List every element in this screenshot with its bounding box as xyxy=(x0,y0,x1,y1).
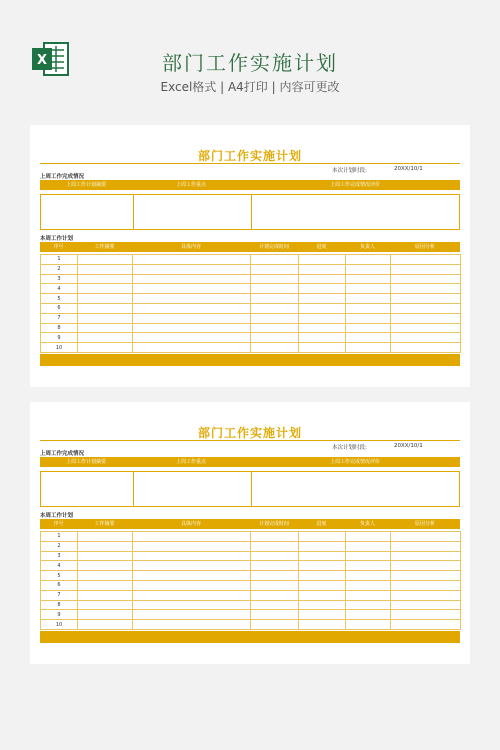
row-number: 8 xyxy=(41,323,78,333)
row-number: 6 xyxy=(41,303,78,313)
page-title: 部门工作实施计划 xyxy=(162,51,338,75)
header-cell: 序号 xyxy=(53,521,64,527)
plan-header xyxy=(40,519,460,529)
date-label: 本次计划时段: xyxy=(332,168,367,174)
table-row[interactable] xyxy=(41,255,461,265)
sheet-title: 部门工作实施计划 xyxy=(197,149,302,163)
row-number: 5 xyxy=(41,294,78,304)
header-cell: 计划完成时间 xyxy=(258,521,289,527)
header-cell: 计划完成时间 xyxy=(258,244,289,250)
row-number: 9 xyxy=(41,610,78,620)
last-week-input-row[interactable] xyxy=(40,471,460,507)
row-number: 4 xyxy=(41,561,78,571)
header-cell: 负责人 xyxy=(359,244,375,250)
row-number: 1 xyxy=(41,255,78,265)
table-row[interactable] xyxy=(41,541,461,551)
this-week-section-label: 本周工作计划 xyxy=(40,236,74,242)
table-row[interactable] xyxy=(41,313,461,323)
divider xyxy=(133,472,134,506)
this-week-section-label: 本周工作计划 xyxy=(40,513,74,519)
header-cell: 具体内容 xyxy=(180,244,201,250)
plan-table xyxy=(40,531,461,630)
table-row[interactable] xyxy=(41,571,461,581)
sheet-preview-2 xyxy=(30,402,470,664)
row-number: 7 xyxy=(41,590,78,600)
row-number: 2 xyxy=(41,541,78,551)
header-cell: 具体内容 xyxy=(180,521,201,527)
row-number: 5 xyxy=(41,571,78,581)
header-cell: 上周工作重点 xyxy=(175,182,206,188)
header-cell: 工作摘要 xyxy=(94,244,115,250)
row-number: 2 xyxy=(41,264,78,274)
row-number: 6 xyxy=(41,580,78,590)
table-row[interactable] xyxy=(41,274,461,284)
date-label: 本次计划时段: xyxy=(332,445,367,451)
header-cell: 进度 xyxy=(316,244,327,250)
header-cell: 上周工作完成情况评价 xyxy=(329,182,380,188)
header-cell: 上周工作计划摘要 xyxy=(65,182,106,188)
table-row[interactable] xyxy=(41,620,461,630)
last-week-header xyxy=(40,180,460,190)
sheet-title: 部门工作实施计划 xyxy=(197,426,302,440)
date-row xyxy=(40,165,460,175)
row-number: 3 xyxy=(41,274,78,284)
last-week-input-row[interactable] xyxy=(40,194,460,230)
footer-bar xyxy=(40,631,460,643)
row-number: 1 xyxy=(41,532,78,542)
table-row[interactable] xyxy=(41,294,461,304)
header-cell: 上周工作重点 xyxy=(175,459,206,465)
last-week-section-label: 上周工作完成情况 xyxy=(40,174,85,180)
last-week-header xyxy=(40,457,460,467)
plan-header xyxy=(40,242,460,252)
plan-table xyxy=(40,254,461,353)
header-cell: 上周工作计划摘要 xyxy=(65,459,106,465)
table-row[interactable] xyxy=(41,303,461,313)
table-row[interactable] xyxy=(41,600,461,610)
header-cell: 上周工作完成情况评价 xyxy=(329,459,380,465)
header-cell: 工作摘要 xyxy=(94,521,115,527)
divider xyxy=(133,195,134,229)
footer-bar xyxy=(40,354,460,366)
row-number: 3 xyxy=(41,551,78,561)
page-header xyxy=(0,0,500,110)
header-cell: 负责人 xyxy=(359,521,375,527)
row-number: 7 xyxy=(41,313,78,323)
header-cell: 进度 xyxy=(316,521,327,527)
row-number: 9 xyxy=(41,333,78,343)
header-cell: 原因分析 xyxy=(414,521,435,527)
table-row[interactable] xyxy=(41,343,461,353)
table-row[interactable] xyxy=(41,264,461,274)
table-row[interactable] xyxy=(41,590,461,600)
date-row xyxy=(40,442,460,452)
table-row[interactable] xyxy=(41,561,461,571)
divider xyxy=(251,195,252,229)
date-value: 20XX/10/1 xyxy=(394,166,423,172)
row-number: 10 xyxy=(41,620,78,630)
svg-text:X: X xyxy=(36,53,48,68)
divider xyxy=(251,472,252,506)
row-number: 4 xyxy=(41,284,78,294)
title-underline xyxy=(40,163,460,164)
table-row[interactable] xyxy=(41,551,461,561)
last-week-section-label: 上周工作完成情况 xyxy=(40,451,85,457)
table-row[interactable] xyxy=(41,610,461,620)
row-number: 8 xyxy=(41,600,78,610)
table-row[interactable] xyxy=(41,532,461,542)
table-row[interactable] xyxy=(41,323,461,333)
sheet-preview-1 xyxy=(30,125,470,387)
date-value: 20XX/10/1 xyxy=(394,443,423,449)
table-row[interactable] xyxy=(41,284,461,294)
title-underline xyxy=(40,440,460,441)
page-subtitle: Excel格式 | A4打印 | 内容可更改 xyxy=(160,80,340,94)
table-row[interactable] xyxy=(41,333,461,343)
table-row[interactable] xyxy=(41,580,461,590)
header-cell: 序号 xyxy=(53,244,64,250)
row-number: 10 xyxy=(41,343,78,353)
header-cell: 原因分析 xyxy=(414,244,435,250)
